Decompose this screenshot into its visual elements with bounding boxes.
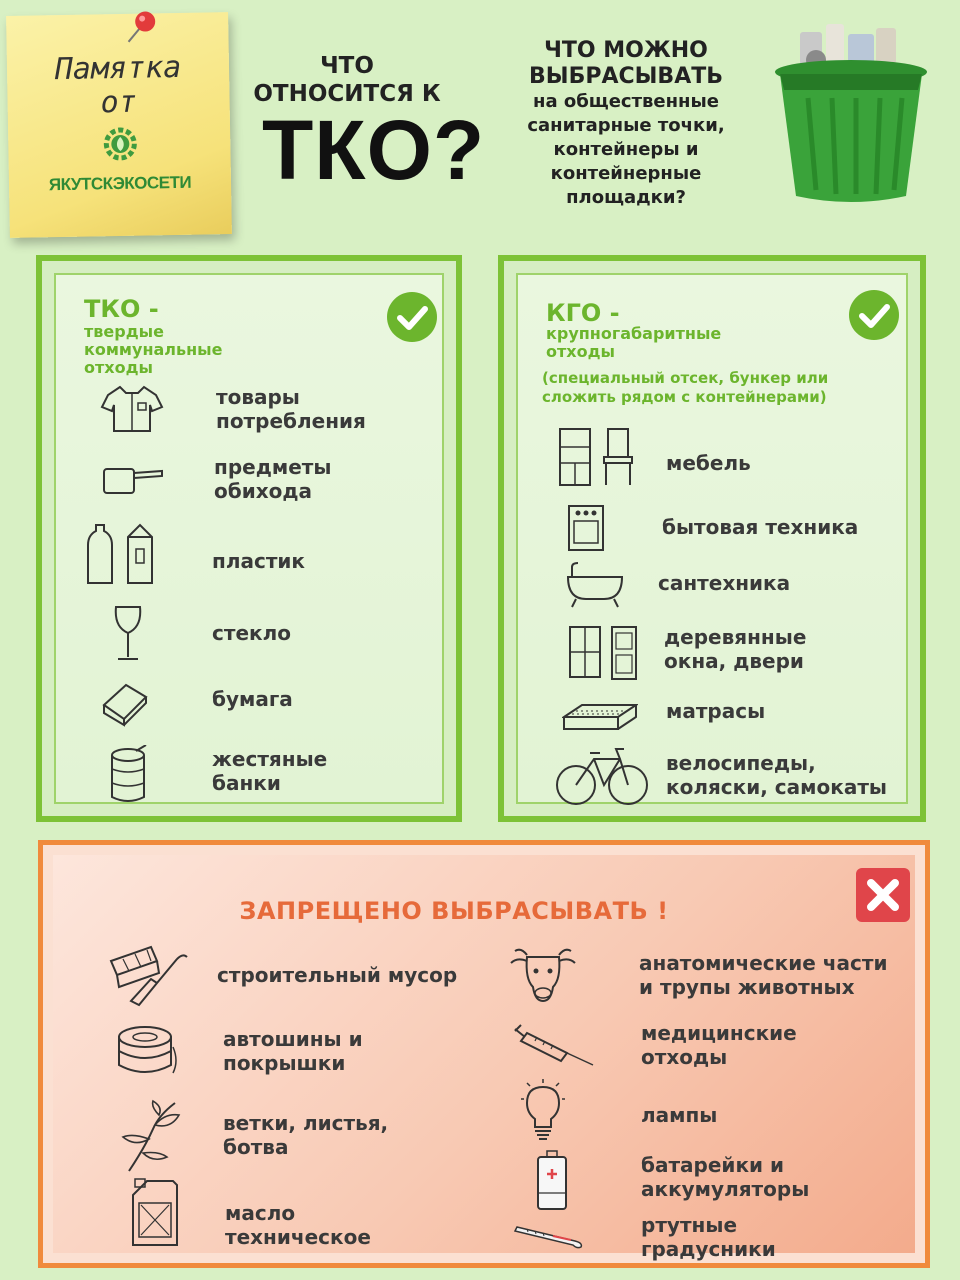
bottle-carton-icon (84, 523, 160, 587)
tko-item-label: товары потребления (216, 385, 366, 433)
kgo-panel (498, 255, 926, 822)
pushpin-icon (118, 5, 163, 50)
tko-item-label: пластик (212, 549, 305, 573)
check-icon (848, 289, 900, 341)
heading-can-throw-sub: на общественные санитарные точки, контейнеры и контейнерные площадки? (527, 91, 725, 208)
syringe-icon (513, 1023, 597, 1067)
canister-icon (127, 1177, 183, 1249)
mattress-icon (562, 701, 638, 741)
kgo-item-label: бытовая техника (662, 515, 859, 539)
cow-icon (507, 945, 579, 1005)
memo-title: Памятка от (54, 49, 182, 121)
shirt-icon (100, 383, 164, 435)
kgo-panel-subtitle: крупногабаритные отходы (546, 324, 722, 361)
check-icon (386, 291, 438, 343)
tin-can-icon (106, 745, 150, 805)
battery-icon (535, 1149, 569, 1211)
cross-icon (855, 867, 911, 923)
tko-item-label: жестяные банки (212, 747, 328, 795)
bathtub-icon (564, 561, 626, 609)
kgo-panel-inner (516, 273, 908, 804)
memo-note (6, 12, 232, 238)
tko-panel-title: ТКО - (84, 295, 159, 323)
book-icon (100, 683, 150, 727)
branch-icon (119, 1099, 183, 1173)
tko-item-label: бумага (212, 687, 293, 711)
kgo-item-label: мебель (666, 451, 751, 475)
heading-can-throw (496, 38, 756, 210)
tko-panel (36, 255, 462, 822)
trash-bin-icon (770, 20, 932, 206)
forbidden-item-label: лампы (641, 1103, 718, 1127)
kgo-panel-note: (специальный отсек, бункер или сложить рядом с контейнерами) (542, 369, 829, 406)
heading-what-is (232, 52, 462, 108)
heading-what-is-text: ЧТО ОТНОСИТСЯ К (253, 53, 441, 107)
stove-icon (566, 503, 606, 553)
kgo-panel-title: КГО - (546, 299, 620, 327)
tko-item-label: стекло (212, 621, 291, 645)
bicycle-icon (554, 745, 650, 807)
forbidden-item-label: анатомические части и трупы животных (639, 951, 888, 999)
kgo-item-label: матрасы (666, 699, 766, 723)
heading-tko: ТКО? (262, 103, 486, 197)
kgo-item-label: сантехника (658, 571, 791, 595)
forbidden-item-label: масло техническое (225, 1201, 371, 1249)
window-door-icon (568, 625, 640, 681)
saucepan-icon (100, 459, 164, 499)
tko-panel-subtitle: твердые коммунальные отходы (84, 322, 223, 377)
heading-can-throw-title: ЧТО МОЖНО ВЫБРАСЫВАТЬ (529, 38, 723, 89)
lightbulb-icon (521, 1077, 565, 1143)
kgo-item-label: велосипеды, коляски, самокаты (666, 751, 887, 799)
forbidden-title: ЗАПРЕЩЕНО ВЫБРАСЫВАТЬ ! (239, 897, 669, 925)
forbidden-item-label: ртутные градусники (641, 1213, 776, 1261)
forbidden-item-label: строительный мусор (217, 963, 458, 987)
forbidden-item-label: батарейки и аккумуляторы (641, 1153, 810, 1201)
forbidden-item-label: ветки, листья, ботва (223, 1111, 389, 1159)
eco-gear-icon (102, 126, 139, 163)
wine-glass-icon (112, 605, 144, 663)
kgo-item-label: деревянные окна, двери (664, 625, 807, 673)
bricks-trowel-icon (107, 943, 191, 1009)
tko-panel-inner (54, 273, 444, 804)
forbidden-panel (38, 840, 930, 1268)
tko-item-label: предметы обихода (214, 455, 332, 503)
forbidden-panel-inner (53, 855, 915, 1261)
furniture-icon (556, 425, 640, 489)
thermometer-icon (513, 1219, 587, 1249)
forbidden-item-label: автошины и покрышки (223, 1027, 363, 1075)
company-logo-text: ЯКУТСКЭКОСЕТИ (48, 172, 192, 195)
tires-icon (115, 1021, 181, 1083)
forbidden-item-label: медицинские отходы (641, 1021, 797, 1069)
